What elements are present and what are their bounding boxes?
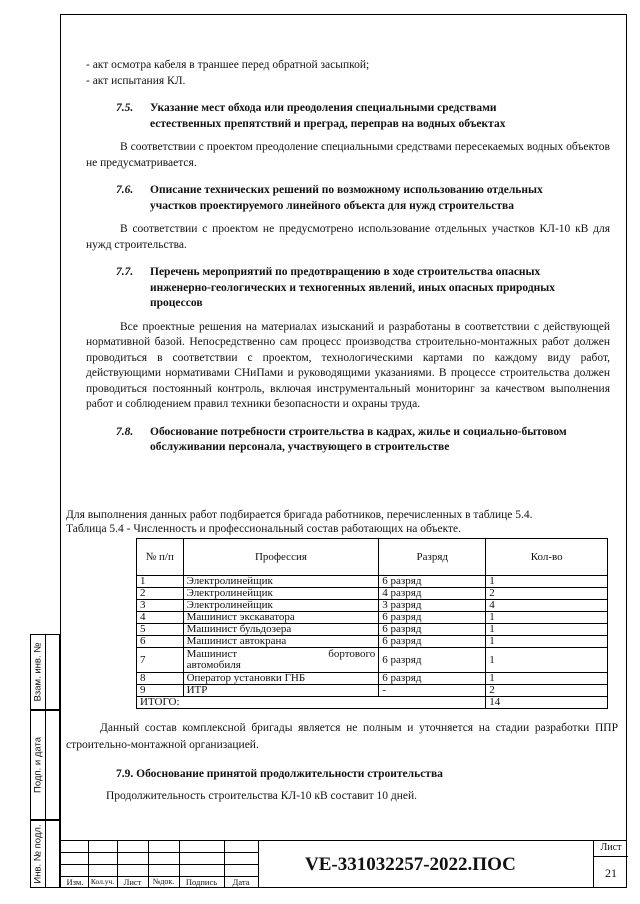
intro-line-2: - акт испытания КЛ. — [86, 74, 186, 87]
sheet-box — [593, 840, 628, 888]
main-content — [86, 58, 610, 464]
section-heading-7-9: 7.9. Обоснование принятой продолжительности строительства — [116, 768, 443, 780]
tb-label-list: Лист — [123, 877, 142, 887]
intro-line-1: - акт осмотра кабеля в траншее перед обратной засыпкой; — [86, 59, 370, 71]
side-stamp-inventory: Инв. № подл. — [30, 820, 60, 888]
tb-label-signature: Подпись — [185, 877, 218, 887]
table-row: 7 Машинист бортового автомобиля 6 разряд 1 — [137, 648, 608, 673]
side-stamp-signature: Подп. и дата — [30, 710, 60, 820]
total-label: ИТОГО: — [137, 697, 486, 709]
header-prof: Профессия — [183, 539, 379, 576]
section-heading-7-8: 7.8. Обоснование потребности строительства в кадрах, жилье и социально-бытовом обслуживании персонала, участвующего в строительстве — [116, 425, 567, 453]
section-body-7-7: Все проектные решения на материалах изысканий и разработаны в соответствии с действующей нормативной базой. Непосредственно сам процесс производства строительно-монтажных работ должен проводиться в соответствии с проектом, технологическими картами по каждому виду работ, действующими нормативами СНиПами и руководящими указаниями. В процессе строительства должен проводиться постоянный контроль, включая инструментальный мониторинг за качеством выполнения работ и соблюдением правил техники безопасности и охраны труда. — [86, 320, 610, 410]
table-row: 9 ИТР - 2 — [137, 685, 608, 697]
table-total-row — [137, 697, 608, 709]
tb-label-koluch: Кол.уч. — [90, 877, 115, 886]
section-heading-7-6: 7.6. Описание технических решений по возможному использованию отдельных участков проектируемого линейного объекта для нужд строительства — [116, 184, 543, 212]
sheet-label: Лист — [594, 840, 628, 857]
tb-label-date: Дата — [232, 877, 250, 887]
section-body-7-5: В соответствии с проектом преодоление специальными средствами пересекаемых водных объектов не предусматривается. — [86, 141, 610, 169]
total-value: 14 — [486, 697, 608, 709]
after-table-text: Данный состав комплексной бригады является не полным и уточняется на стадии разработки ППР строительно-монтажной организацией. — [66, 722, 618, 751]
table-header-row — [137, 539, 608, 576]
sheet-number: 21 — [605, 866, 617, 880]
tb-label-ndok: №док. — [152, 877, 175, 886]
staff-table — [136, 538, 608, 709]
section-body-7-6: В соответствии с проектом не предусмотрено использование отдельных участков КЛ-10 кВ для нужд строительства. — [86, 223, 610, 251]
header-qty: Кол-во — [486, 539, 608, 576]
s78-line-1: Для выполнения данных работ подбирается бригада работников, перечисленных в таблице 5.4. — [66, 509, 533, 521]
table-row: 6 Машинист автокрана 6 разряд 1 — [137, 636, 608, 648]
table-row: 8 Оператор установки ГНБ 6 разряд 1 — [137, 673, 608, 685]
document-code: VE-331032257-2022.ПОС — [305, 854, 516, 875]
header-num: № п/п — [137, 539, 184, 576]
header-grade: Разряд — [379, 539, 486, 576]
table-row: 2 Электролинейщик 4 разряд 2 — [137, 588, 608, 600]
section-heading-7-7: 7.7. Перечень мероприятий по предотвращению в ходе строительства опасных инженерно-геологических и техногенных явлений, иных опасных природных процессов — [116, 266, 556, 309]
table-row: 3 Электролинейщик 3 разряд 4 — [137, 600, 608, 612]
table-row: 1 Электролинейщик 6 разряд 1 — [137, 576, 608, 588]
side-stamp-replaced: Взам. инв. № — [30, 634, 60, 710]
table-row: 4 Машинист экскаватора 6 разряд 1 — [137, 612, 608, 624]
section-body-7-9: Продолжительность строительства КЛ-10 кВ составит 10 дней. — [106, 790, 418, 802]
table-row: 5 Машинист бульдозера 6 разряд 1 — [137, 624, 608, 636]
section-heading-7-5: 7.5. Указание мест обхода или преодоления специальными средствами естественных препятствий и преград, переправ на водных объектах — [116, 102, 506, 130]
tb-label-izm: Изм. — [66, 877, 84, 887]
s78-line-2: Таблица 5.4 - Численность и профессиональный состав работающих на объекте. — [66, 523, 462, 535]
